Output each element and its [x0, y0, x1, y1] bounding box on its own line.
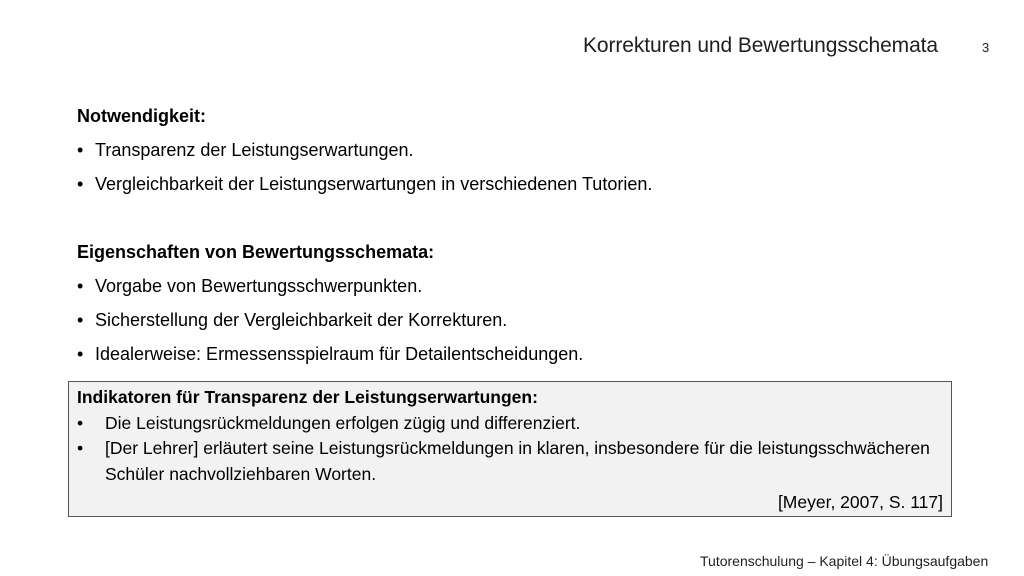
slide-number: 3 [982, 40, 990, 55]
section-heading-eigenschaften: Eigenschaften von Bewertungsschemata: [77, 242, 435, 262]
bullet-icon: • [77, 174, 84, 194]
list-item [77, 167, 957, 201]
quote-list-item [77, 411, 943, 437]
list-item [77, 303, 957, 337]
bullet-icon: • [77, 412, 84, 433]
list-item [77, 133, 957, 167]
list-item [77, 269, 957, 303]
quote-item-text: [Der Lehrer] erläutert seine Leistungsrückmeldungen in klaren, insbesondere für die leistungsschwächeren Schüler nachvollziehbaren Worten. [105, 438, 930, 484]
bullet-icon: • [77, 344, 84, 364]
main-content [77, 99, 957, 371]
bullet-icon: • [77, 438, 84, 458]
list-item-text: Idealerweise: Ermessensspielraum für Detailentscheidungen. [95, 344, 584, 364]
section-spacer [77, 201, 957, 235]
slide-title: Korrekturen und Bewertungsschemata [583, 34, 938, 57]
quote-item-text: Die Leistungsrückmeldungen erfolgen zügig und differenziert. [105, 412, 581, 433]
list-item [77, 337, 957, 371]
quote-box [68, 381, 952, 517]
quote-list-item [77, 436, 943, 487]
bullet-icon: • [77, 276, 84, 296]
section-heading-notwendigkeit: Notwendigkeit: [77, 106, 206, 126]
list-item-text: Transparenz der Leistungserwartungen. [95, 140, 414, 160]
footer-text: Tutorenschulung – Kapitel 4: Übungsaufgaben [700, 553, 989, 569]
citation: [Meyer, 2007, S. 117] [777, 492, 943, 512]
quote-heading: Indikatoren für Transparenz der Leistungserwartungen: [77, 387, 538, 407]
bullet-icon: • [77, 140, 84, 160]
list-item-text: Vorgabe von Bewertungsschwerpunkten. [95, 276, 423, 296]
bullet-icon: • [77, 310, 84, 330]
list-item-text: Sicherstellung der Vergleichbarkeit der Korrekturen. [95, 310, 508, 330]
list-item-text: Vergleichbarkeit der Leistungserwartungen in verschiedenen Tutorien. [95, 174, 653, 194]
